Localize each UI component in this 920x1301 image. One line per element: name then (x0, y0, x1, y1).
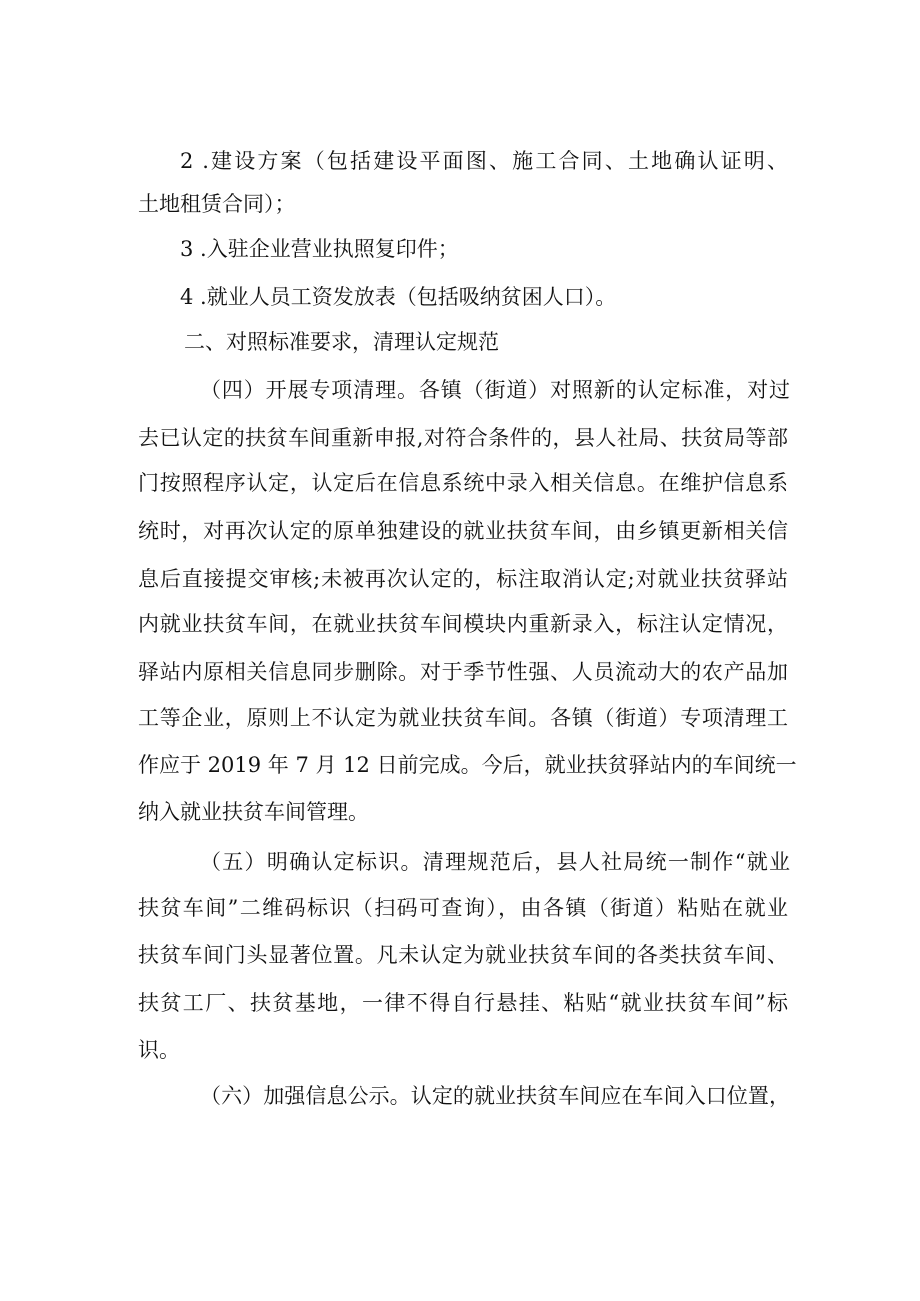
text-line: 扶贫工厂、扶贫基地，一律不得自行悬挂、粘贴“就业扶贫车间”标 (138, 991, 788, 1015)
text-line: 息后直接提交审核;未被再次认定的，标注取消认定;对就业扶贫驿站 (138, 567, 788, 591)
text-line: 2 .建设方案（包括建设平面图、施工合同、土地确认证明、 (180, 149, 788, 173)
text-line: 作应于 2019 年 7 月 12 日前完成。今后，就业扶贫驿站内的车间统一 (138, 753, 797, 777)
text-line: 扶贫车间门头显著位置。凡未认定为就业扶贫车间的各类扶贫车间、 (138, 943, 788, 967)
text-line: 扶贫车间”二维码标识（扫码可查询），由各镇（街道）粘贴在就业 (138, 896, 788, 920)
text-line: 门按照程序认定，认定后在信息系统中录入相关信息。在维护信息系 (138, 471, 788, 495)
text-line: （六）加强信息公示。认定的就业扶贫车间应在车间入口位置， (200, 1084, 790, 1108)
text-line: 工等企业，原则上不认定为就业扶贫车间。各镇（街道）专项清理工 (138, 706, 788, 730)
text-line: （五）明确认定标识。清理规范后，县人社局统一制作“就业 (200, 850, 790, 874)
text-line: 去已认定的扶贫车间重新申报,对符合条件的，县人社局、扶贫局等部 (138, 426, 788, 450)
text-line: 4 .就业人员工资发放表（包括吸纳贫困人口）。 (180, 285, 617, 309)
text-line: 识。 (138, 1038, 180, 1062)
text-line: 纳入就业扶贫车间管理。 (138, 800, 369, 824)
text-line: 土地租赁合同）； (138, 192, 296, 216)
text-line: 内就业扶贫车间，在就业扶贫车间模块内重新录入，标注认定情况， (138, 612, 788, 636)
text-line: 3 .入驻企业营业执照复印件； (180, 237, 459, 261)
text-line: 统时，对再次认定的原单独建设的就业扶贫车间，由乡镇更新相关信 (138, 519, 788, 543)
text-line: （四）开展专项清理。各镇（街道）对照新的认定标准，对过 (200, 378, 790, 402)
section-heading: 二、对照标准要求，清理认定规范 (184, 330, 499, 354)
text-line: 驿站内原相关信息同步删除。对于季节性强、人员流动大的农产品加 (138, 660, 788, 684)
